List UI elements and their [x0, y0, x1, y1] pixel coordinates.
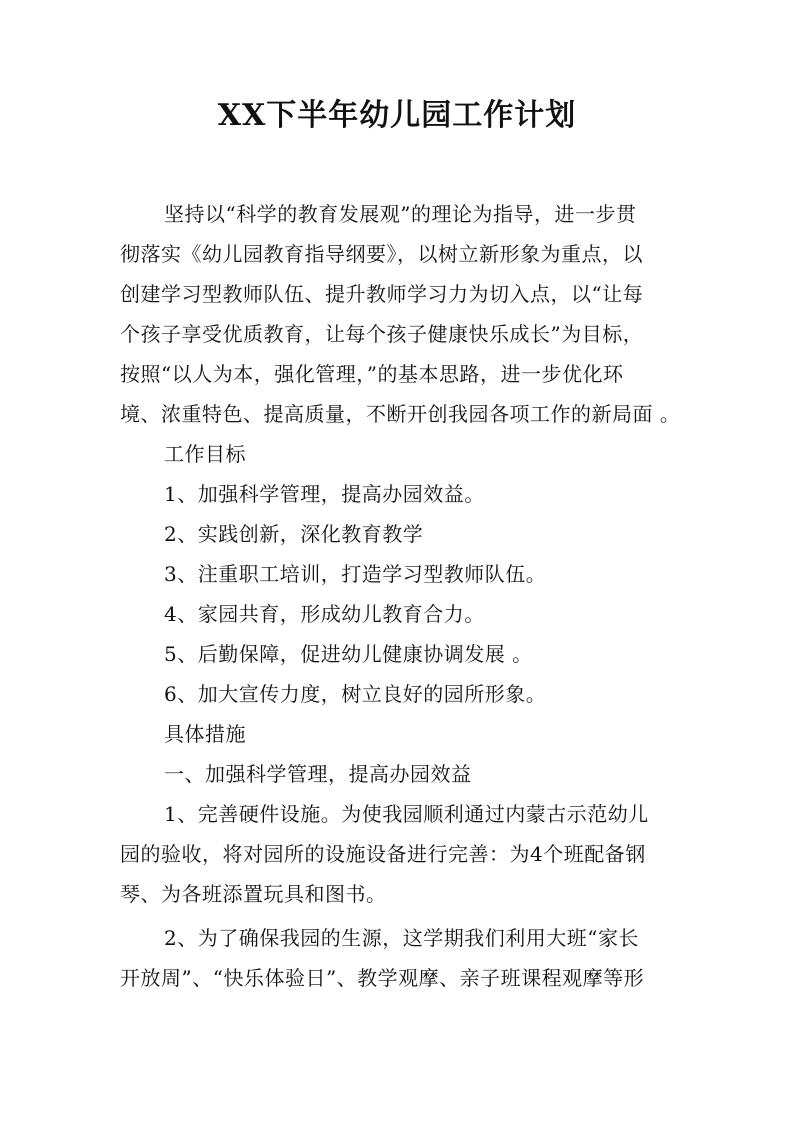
- document-body: [120, 194, 680, 998]
- intro-line-3: 创建学习型教师队伍、提升教师学习力为切入点，以“让每: [120, 282, 644, 306]
- intro-line-5: 按照“以人为本，强化管理，”的基本思路，进一步优化环: [120, 362, 624, 386]
- goal-item-2: 2、实践创新，深化教育教学: [164, 522, 424, 546]
- intro-line-1: 坚持以“科学的教育发展观”的理论为指导，进一步贯: [164, 202, 637, 226]
- goal-item-3: 3、注重职工培训，打造学习型教师队伍。: [164, 562, 547, 586]
- goal-item-6: 6、加大宣传力度，树立良好的园所形象。: [164, 682, 547, 706]
- goal-item-4: 4、家园共育，形成幼儿教育合力。: [164, 602, 485, 626]
- measure-1-line-1: 1、完善硬件设施。为使我园顺利通过内蒙古示范幼儿: [164, 802, 649, 826]
- section-one-heading: 一、加强科学管理，提高办园效益: [164, 762, 472, 786]
- measure-2-line-2: 开放周”、“快乐体验日”、教学观摩、亲子班课程观摩等形: [120, 966, 645, 990]
- measure-1-line-2: 园的验收，将对园所的设施设备进行完善：为4个班配备钢: [120, 842, 646, 866]
- intro-line-4: 个孩子享受优质教育，让每个孩子健康快乐成长”为目标，: [120, 322, 644, 346]
- goals-heading: 工作目标: [164, 442, 246, 466]
- measure-2-line-1: 2、为了确保我园的生源，这学期我们利用大班“家长: [164, 926, 639, 950]
- goal-item-1: 1、加强科学管理，提高办园效益。: [164, 482, 485, 506]
- document-title: XX下半年幼儿园工作计划: [217, 98, 577, 133]
- intro-line-6: 境、浓重特色、提高质量，不断开创我园各项工作的新局面 。: [120, 402, 681, 426]
- goal-item-5: 5、后勤保障，促进幼儿健康协调发展 。: [164, 642, 533, 666]
- intro-line-2: 彻落实《幼儿园教育指导纲要》，以树立新形象为重点，以: [120, 242, 643, 266]
- measure-1-line-3: 琴、为各班添置玩具和图书。: [120, 882, 387, 906]
- measures-heading: 具体措施: [164, 722, 246, 746]
